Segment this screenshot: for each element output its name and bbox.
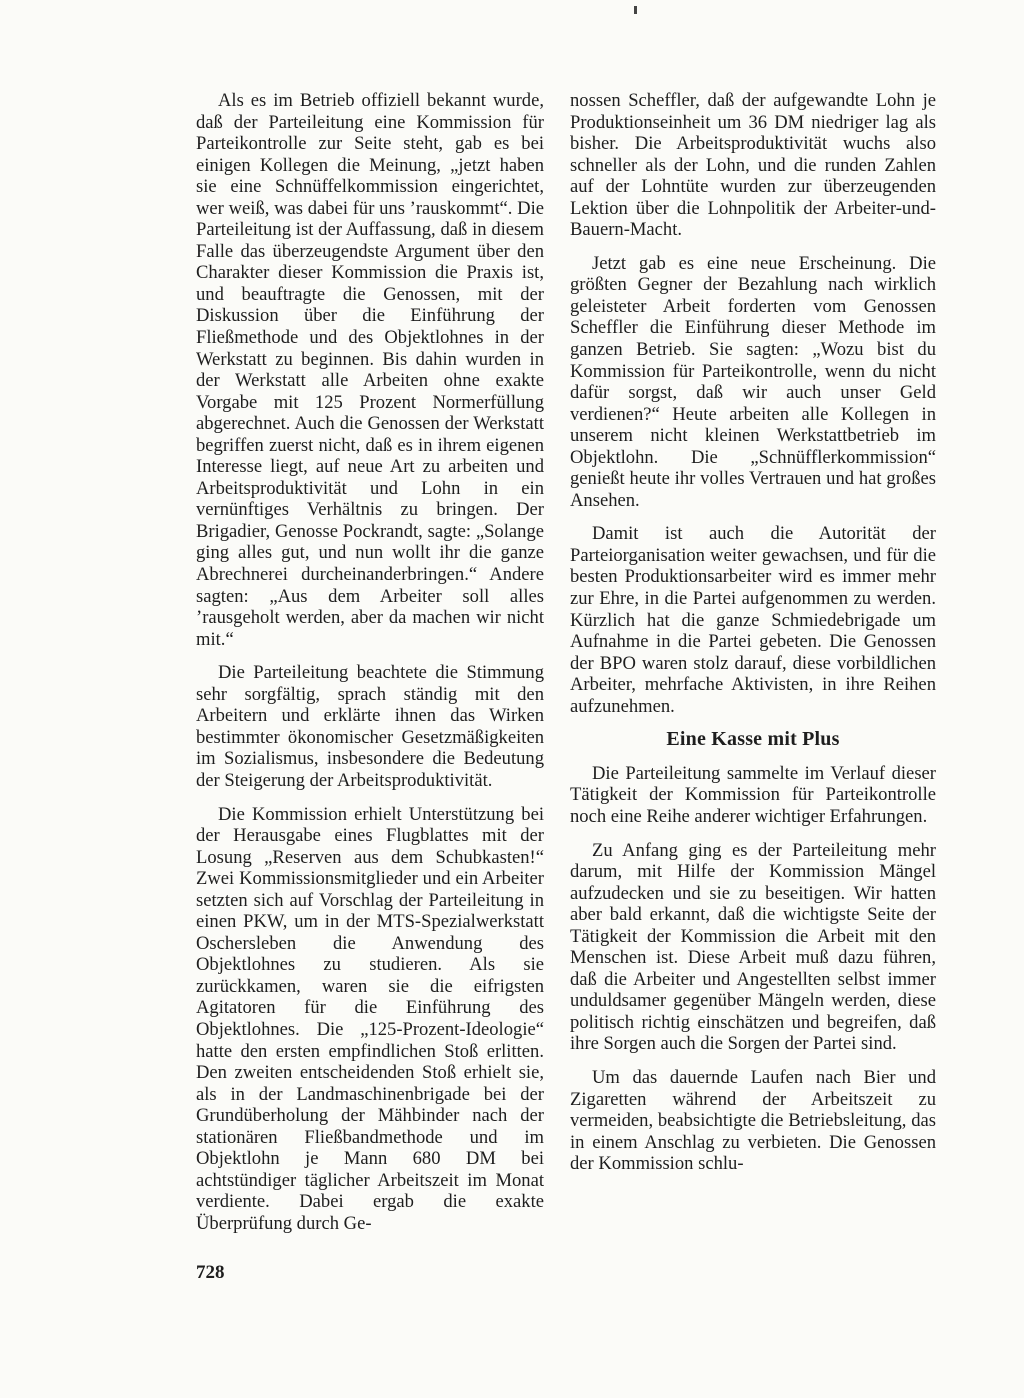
- section-heading: Eine Kasse mit Plus: [666, 728, 840, 751]
- paragraph: Damit ist auch die Autorität der Parteiorganisation weiter gewachsen, und für die besten Produktionsarbeiter wird es immer mehr zur Ehre, in die Partei aufgenommen zu werden. Kürzlich hat die ganze Schmiedebrigade um Aufnahme in die Partei gebeten. Die Genossen der BPO waren stolz darauf, diese vorbildlichen Arbeiter, mehrfache Aktivisten, in ihre Reihen aufzunehmen.: [570, 523, 936, 717]
- paragraph: Als es im Betrieb offiziell bekannt wurde, daß der Parteileitung eine Kommission für Parteikontrolle zur Seite steht, gab es bei einigen Kollegen die Meinung, „jetzt haben sie eine Schnüffelkommission eingerichtet, wer weiß, was dabei für uns ’rauskommt“. Die Parteileitung ist der Auffassung, daß in diesem Falle das überzeugendste Argument über den Charakter dieser Kommission die Praxis ist, und beauftragte die Genossen, mit der Diskussion über die Einführung der Fließmethode und des Objektlohnes in der Werkstatt zu beginnen. Bis dahin wurden in der Werkstatt alle Arbeiten ohne exakte Vorgabe mit 125 Prozent Normerfüllung abgerechnet. Auch die Genossen der Werkstatt begriffen zuerst nicht, daß es in ihrem eigenen Interesse liegt, auf neue Art zu arbeiten und Arbeitsproduktivität und Lohn in ein vernünftiges Verhältnis zu bringen. Der Brigadier, Genosse Pockrandt, sagte: „Solange ging alles gut, und nun wollt ihr die ganze Abrechnerei durcheinanderbringen.“ Andere sagten: „Aus dem Arbeiter soll alles ’rausgeholt werden, aber da machen wir nicht mit.“: [196, 90, 544, 650]
- paragraph: nossen Scheffler, daß der aufgewandte Lohn je Produktionseinheit um 36 DM niedriger lag als bisher. Die Arbeitsproduktivität wuchs also schneller als der Lohn, und die runden Zahlen auf der Lohntüte wurden zur überzeugenden Lektion über die Lohnpolitik der Arbeiter-und-Bauern-Macht.: [570, 90, 936, 241]
- print-mark: [634, 6, 637, 14]
- paragraph: Um das dauernde Laufen nach Bier und Zigaretten während der Arbeitszeit zu vermeiden, beabsichtigte die Betriebsleitung, das in einem Anschlag zu verbieten. Die Genossen der Kommission schlu-: [570, 1066, 936, 1175]
- right-column: [570, 90, 936, 1187]
- paragraph: Die Kommission erhielt Unterstützung bei der Herausgabe eines Flugblattes mit der Losung „Reserven aus dem Schubkasten!“ Zwei Kommissionsmitglieder und ein Arbeiter setzten sich auf Vorschlag der Parteileitung in einen PKW, um in der MTS-Spezialwerkstatt Oschersleben die Anwendung des Objektlohnes zu studieren. Als sie zurückkamen, waren sie die eifrigsten Agitatoren für die Einführung des Objektlohnes. Die „125-Prozent-Ideologie“ hatte den ersten empfindlichen Stoß erlitten. Den zweiten entscheidenden Stoß erhielt sie, als in der Landmaschinenbrigade bei der Grundüberholung der Mähbinder nach der stationären Fließbandmethode und im Objektlohn je Mann 680 DM bei achtstündiger täglicher Arbeitszeit im Monat verdiente. Dabei ergab die exakte Überprüfung durch Ge-: [196, 803, 544, 1234]
- page-number: 728: [196, 1262, 225, 1283]
- left-column: [196, 90, 544, 1246]
- paragraph: Jetzt gab es eine neue Erscheinung. Die größten Gegner der Bezahlung nach wirklich geleisteter Arbeit forderten vom Genossen Scheffler die Einführung dieser Methode im ganzen Betrieb. Sie sagten: „Wozu bist du Kommission für Parteikontrolle, wenn du nicht dafür sorgst, daß wir auch unser Geld verdienen?“ Heute arbeiten alle Kollegen in unserem nicht kleinen Werkstattbetrieb im Objektlohn. Die „Schnüfflerkommission“ genießt heute ihr volles Vertrauen und hat großes Ansehen.: [570, 252, 936, 511]
- paragraph: Zu Anfang ging es der Parteileitung mehr darum, mit Hilfe der Kommission Mängel aufzudecken und sie zu beseitigen. Wir hatten aber bald erkannt, daß die wichtigste Seite der Tätigkeit der Kommission die Arbeit mit den Menschen ist. Diese Arbeit muß dazu führen, daß die Arbeiter und Angestellten selbst immer unduldsamer gegenüber Mängeln werden, diese politisch richtig einschätzen und begreifen, daß ihre Sorgen auch die Sorgen der Partei sind.: [570, 839, 936, 1055]
- paragraph: Die Parteileitung beachtete die Stimmung sehr sorgfältig, sprach ständig mit den Arbeitern und erklärte ihnen das Wirken bestimmter ökonomischer Gesetzmäßigkeiten im Sozialismus, insbesondere die Bedeutung der Steigerung der Arbeitsproduktivität.: [196, 662, 544, 791]
- paragraph: Die Parteileitung sammelte im Verlauf dieser Tätigkeit der Kommission für Parteikontrolle noch eine Reihe anderer wichtiger Erfahrungen.: [570, 762, 936, 827]
